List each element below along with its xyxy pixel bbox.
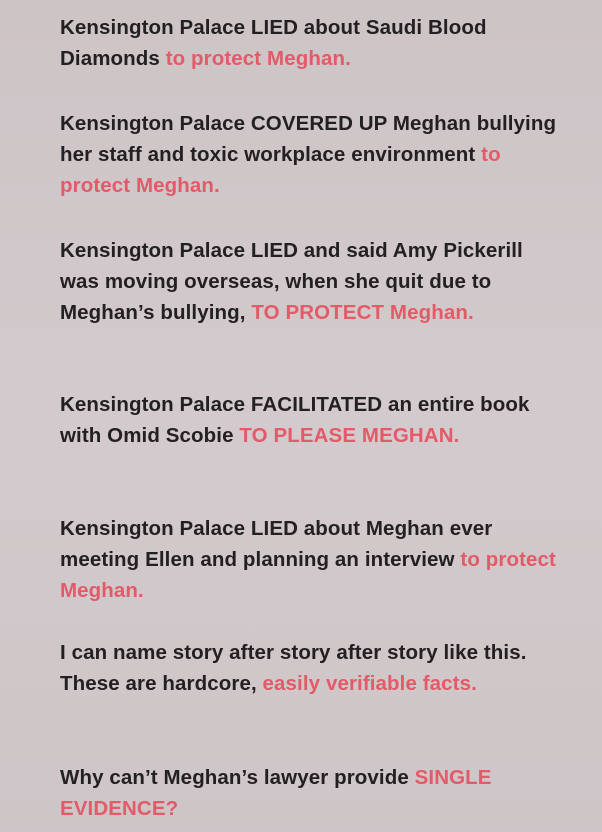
paragraph-lawyer-evidence (60, 762, 560, 824)
paragraph-saudi-diamonds (60, 12, 560, 74)
paragraph-text: Kensington Palace COVERED UP Meghan bullying her staff and toxic workplace environment (60, 112, 557, 166)
paragraph-story-after-story (60, 637, 560, 699)
paragraph-text: I can name story after story after story like this. These are hardcore, (60, 641, 527, 695)
paragraph-text: Kensington Palace FACILITATED an entire book with Omid Scobie (60, 393, 530, 447)
paragraph-amy-pickerill (60, 235, 560, 328)
paragraph-text: Kensington Palace LIED and said Amy Pickerill was moving overseas, when she quit due to Meghan’s bullying, (60, 239, 523, 324)
cropped-previous-line (0, 0, 602, 8)
paragraph-omid-scobie-book (60, 389, 560, 451)
paragraph-highlight: TO PROTECT Meghan. (251, 301, 474, 324)
paragraph-highlight: to protect Meghan. (60, 548, 556, 602)
paragraph-covered-up (60, 108, 560, 201)
paragraph-highlight: TO PLEASE MEGHAN. (239, 424, 460, 447)
paragraph-text: Why can’t Meghan’s lawyer provide (60, 766, 415, 789)
paragraph-highlight: SINGLE EVIDENCE? (60, 766, 492, 820)
paragraph-ellen-interview (60, 513, 560, 606)
paragraph-highlight: easily verifiable facts. (262, 672, 477, 695)
paragraph-text: Kensington Palace LIED about Meghan ever meeting Ellen and planning an interview (60, 517, 493, 571)
paragraph-highlight: to protect Meghan. (165, 47, 351, 70)
paragraph-highlight: to protect Meghan. (60, 143, 501, 197)
bottom-edge (0, 826, 602, 832)
paragraph-text: Kensington Palace LIED about Saudi Blood Diamonds (60, 16, 487, 70)
